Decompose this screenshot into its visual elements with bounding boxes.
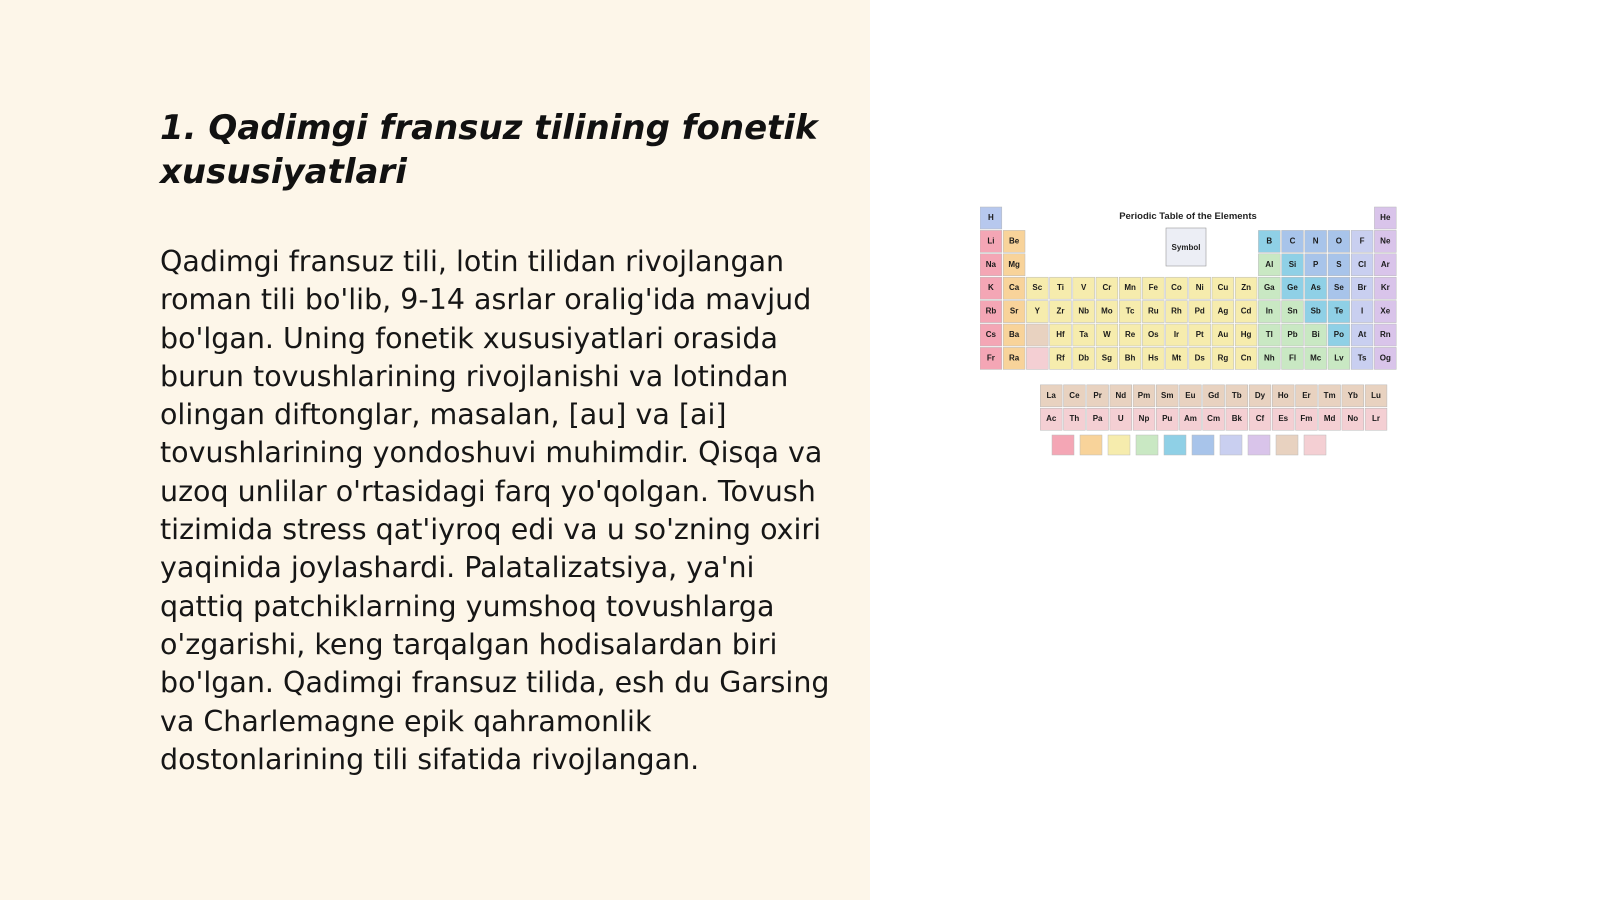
element-symbol: Br xyxy=(1357,283,1367,293)
element-symbol: Mc xyxy=(1310,353,1322,363)
element-symbol: Ne xyxy=(1380,236,1391,246)
element-symbol: Lv xyxy=(1334,353,1344,363)
element-symbol: F xyxy=(1359,236,1365,246)
element-symbol: U xyxy=(1117,414,1124,424)
legend-swatch xyxy=(1192,435,1214,455)
element-symbol: Sn xyxy=(1287,306,1298,316)
element-symbol: Ce xyxy=(1069,390,1080,400)
periodic-table-key-symbol: Symbol xyxy=(1171,243,1201,252)
element-symbol: Si xyxy=(1288,259,1297,269)
element-symbol: Es xyxy=(1278,414,1289,424)
element-symbol: Rn xyxy=(1379,330,1391,339)
element-symbol: Cu xyxy=(1217,283,1229,293)
element-symbol: Cl xyxy=(1358,259,1367,269)
element-symbol: La xyxy=(1046,390,1056,400)
element-symbol: Be xyxy=(1008,236,1020,246)
element-symbol: Pm xyxy=(1137,390,1151,400)
element-symbol: Ds xyxy=(1194,353,1205,363)
element-symbol: Zn xyxy=(1241,283,1251,293)
element-symbol: Ti xyxy=(1057,283,1064,293)
element-symbol: Am xyxy=(1183,414,1197,424)
element-symbol: Yb xyxy=(1347,390,1358,400)
legend-swatch xyxy=(1136,435,1158,455)
element-symbol: Sc xyxy=(1032,283,1043,293)
element-symbol: Po xyxy=(1333,330,1345,339)
element-symbol: As xyxy=(1310,283,1321,293)
element-symbol: Ir xyxy=(1173,330,1180,339)
legend-swatch xyxy=(1276,435,1298,455)
periodic-table-image xyxy=(980,195,1420,480)
element-symbol: Cs xyxy=(985,330,997,339)
element-symbol: Bk xyxy=(1231,414,1242,424)
element-symbol: Nh xyxy=(1263,353,1275,363)
element-symbol: C xyxy=(1289,236,1296,246)
element-symbol: Ra xyxy=(1008,353,1020,363)
element-symbol: In xyxy=(1265,306,1273,316)
element-symbol: Rg xyxy=(1217,353,1229,363)
element-symbol: Nb xyxy=(1078,306,1090,316)
element-symbol: Pa xyxy=(1092,414,1103,424)
element-symbol: B xyxy=(1266,236,1273,246)
element-symbol: V xyxy=(1081,283,1087,293)
element-symbol: Pu xyxy=(1162,414,1173,424)
element-symbol: Pd xyxy=(1194,306,1205,316)
element-symbol: Tl xyxy=(1265,330,1273,339)
element-symbol: Y xyxy=(1034,306,1040,316)
element-symbol: Cn xyxy=(1240,353,1252,363)
element-symbol: Xe xyxy=(1380,306,1391,316)
element-symbol: Kr xyxy=(1380,283,1390,293)
element-symbol: Ge xyxy=(1287,283,1298,293)
element-symbol: Ba xyxy=(1008,330,1020,339)
element-symbol: Ho xyxy=(1277,390,1289,400)
element-symbol: Lu xyxy=(1371,390,1381,400)
element-symbol: Mt xyxy=(1171,353,1182,363)
element-symbol: Co xyxy=(1171,283,1182,293)
element-symbol: Cr xyxy=(1102,283,1112,293)
element-symbol: Ni xyxy=(1195,283,1204,293)
element-symbol: At xyxy=(1357,330,1367,339)
element-symbol: Np xyxy=(1138,414,1150,424)
element-symbol: Hf xyxy=(1056,330,1065,339)
legend-swatch xyxy=(1220,435,1242,455)
element-symbol: I xyxy=(1360,306,1364,316)
element-symbol: Tc xyxy=(1125,306,1135,316)
element-symbol: Ag xyxy=(1217,306,1229,316)
element-symbol: No xyxy=(1347,414,1359,424)
element-symbol: Fe xyxy=(1148,283,1158,293)
legend-swatch xyxy=(1108,435,1130,455)
element-symbol: H xyxy=(988,213,994,222)
element-symbol: Dy xyxy=(1254,390,1266,400)
element-symbol: Db xyxy=(1078,353,1090,363)
element-symbol: Ca xyxy=(1008,283,1020,293)
element-symbol: Bi xyxy=(1311,330,1320,339)
element-symbol: Th xyxy=(1069,414,1080,424)
element-symbol: Au xyxy=(1217,330,1229,339)
element-symbol: Hg xyxy=(1240,330,1252,339)
element-symbol: He xyxy=(1380,213,1391,222)
element-symbol: Md xyxy=(1323,414,1336,424)
element-symbol: Mg xyxy=(1008,259,1020,269)
element-symbol: Sg xyxy=(1101,353,1113,363)
element-symbol: Se xyxy=(1334,283,1344,293)
slide-body-text: Qadimgi fransuz tili, lotin tilidan rivojlangan roman tili bo'lib, 9-14 asrlar oralig'ida mavjud bo'lgan. Uning fonetik xususiyatlari orasida burun tovushlarining rivojlanishi va lotindan olingan diftonglar, masalan, [au] va [ai] tovushlarining yondoshuvi muhimdir. Qisqa va uzoq unlilar o'rtasidagi farq yo'qolgan. Tovush tizimida stress qat'iyroq edi va u so'zning oxiri yaqinida joylashardi. Palatalizatsiya, ya'ni qattiq patchiklarning yumshoq tovushlarga o'zgarishi, keng tarqalgan hodisalardan biri bo'lgan. Qadimgi fransuz tilida, esh du Garsing va Charlemagne epik qahramonlik dostonlarining tili sifatida rivojlangan. xyxy=(160,245,830,776)
element-symbol: Tm xyxy=(1323,390,1336,400)
element-symbol: Ta xyxy=(1079,330,1089,339)
element-symbol: S xyxy=(1336,259,1342,269)
element-symbol: Te xyxy=(1334,306,1344,316)
element-symbol: Zr xyxy=(1056,306,1065,316)
element-symbol: Ar xyxy=(1380,259,1390,269)
element-symbol: Og xyxy=(1379,353,1391,363)
element-symbol: Pr xyxy=(1093,390,1102,400)
element-symbol: Cd xyxy=(1240,306,1252,316)
element-symbol: Fm xyxy=(1300,414,1313,424)
element-symbol: Fr xyxy=(986,353,995,363)
element-symbol: Nd xyxy=(1115,390,1127,400)
element-symbol: Tb xyxy=(1231,390,1242,400)
element-symbol: Ts xyxy=(1357,353,1367,363)
element-symbol: W xyxy=(1103,330,1111,339)
element-symbol: Gd xyxy=(1208,390,1220,400)
element-symbol: Eu xyxy=(1185,390,1196,400)
element-symbol: Na xyxy=(985,259,997,269)
element-symbol: Mn xyxy=(1124,283,1136,293)
legend-swatch xyxy=(1080,435,1102,455)
element-symbol: Ga xyxy=(1263,283,1275,293)
periodic-table-key xyxy=(1166,228,1206,266)
element-symbol: Cm xyxy=(1207,414,1221,424)
element-symbol: Sm xyxy=(1160,390,1174,400)
element-symbol: Fl xyxy=(1288,353,1297,363)
element-symbol: P xyxy=(1313,259,1319,269)
element-symbol: Ac xyxy=(1046,414,1057,424)
element-symbol: Rb xyxy=(985,306,997,316)
legend-swatch xyxy=(1052,435,1074,455)
periodic-table-graphic xyxy=(980,195,1420,480)
element-symbol: Er xyxy=(1302,390,1311,400)
f-block-placeholder-cell xyxy=(1026,324,1048,346)
element-symbol: Cf xyxy=(1255,414,1265,424)
element-symbol: Pt xyxy=(1195,330,1204,339)
element-symbol: Os xyxy=(1147,330,1159,339)
element-symbol: Hs xyxy=(1148,353,1159,363)
element-symbol: O xyxy=(1335,236,1343,246)
element-symbol: Pb xyxy=(1287,330,1298,339)
element-symbol: Re xyxy=(1124,330,1136,339)
element-symbol: N xyxy=(1312,236,1319,246)
f-block-placeholder-cell xyxy=(1026,347,1048,369)
periodic-table-title: Periodic Table of the Elements xyxy=(1119,211,1257,222)
element-symbol: Al xyxy=(1265,259,1274,269)
legend-swatch xyxy=(1304,435,1326,455)
element-symbol: Ru xyxy=(1147,306,1159,316)
element-symbol: Rh xyxy=(1171,306,1182,316)
element-symbol: Rf xyxy=(1056,353,1065,363)
element-symbol: Mo xyxy=(1101,306,1113,316)
element-symbol: Li xyxy=(987,236,995,246)
slide-title: 1. Qadimgi fransuz tilining fonetik xususiyatlari xyxy=(160,108,818,192)
element-symbol: Lr xyxy=(1372,414,1381,424)
element-symbol: Bh xyxy=(1124,353,1136,363)
element-symbol: Sb xyxy=(1310,306,1321,316)
element-symbol: K xyxy=(988,283,994,293)
legend-swatch xyxy=(1248,435,1270,455)
element-symbol: Sr xyxy=(1009,306,1019,316)
legend-swatch xyxy=(1164,435,1186,455)
